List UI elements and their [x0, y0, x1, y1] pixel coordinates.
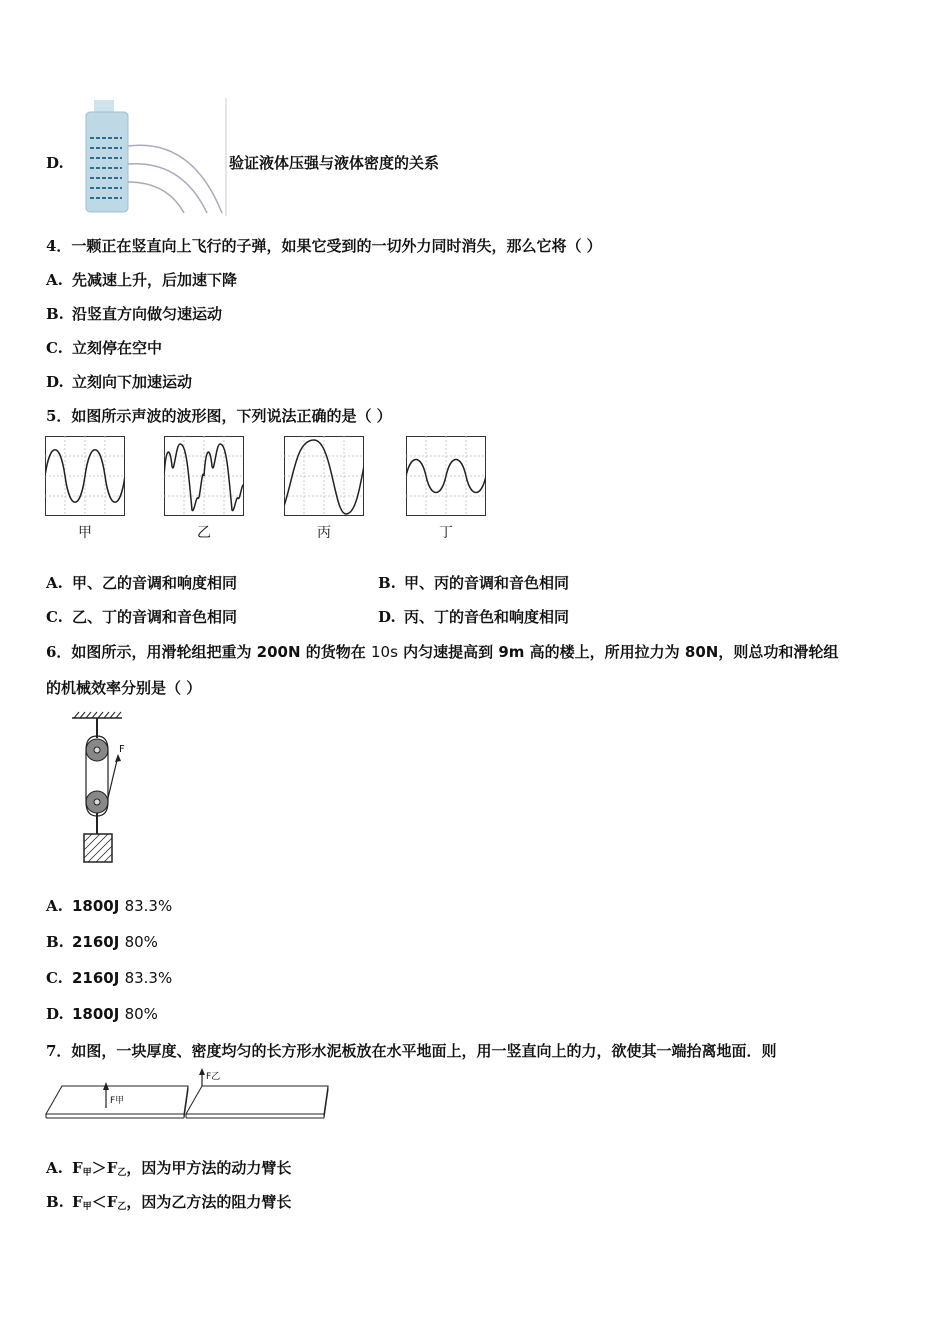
slab-label-yi: F乙 — [206, 1072, 221, 1082]
q7-option-a: A. $F_甲>F_乙$，因为甲方法的动力臂长 — [46, 1159, 292, 1178]
q3-option-d-letter: D. — [46, 154, 64, 172]
q5-option-b: B. 甲、丙的音调和音色相同 — [378, 574, 570, 592]
q5-option-d: D. 丙、丁的音色和响度相同 — [378, 608, 570, 626]
q5-option-a: A. 甲、乙的音调和响度相同 — [46, 574, 238, 592]
q4-option-a: A. 先减速上升，后加速下降 — [46, 271, 238, 289]
q4-option-b: B. 沿竖直方向做匀速运动 — [46, 305, 223, 323]
slab-figure — [44, 1068, 334, 1120]
waveform-bing — [284, 436, 364, 516]
pulley-figure — [70, 710, 140, 870]
waveform-ding — [406, 436, 486, 516]
q6-option-a: A. 1800J 83.3% — [46, 897, 173, 915]
q4-option-d: D. 立刻向下加速运动 — [46, 373, 193, 391]
wave-label-ding: 丁 — [439, 525, 453, 541]
slab-label-jia: F甲 — [110, 1096, 125, 1106]
wave-label-bing: 丙 — [317, 525, 331, 541]
wave-label-jia: 甲 — [78, 525, 92, 541]
q4-option-c: C. 立刻停在空中 — [46, 339, 163, 357]
q5-stem: 5．如图所示声波的波形图，下列说法正确的是（ ） — [46, 407, 392, 425]
q4-stem: 4．一颗正在竖直向上飞行的子弹，如果它受到的一切外力同时消失，那么它将（ ） — [46, 237, 602, 255]
q7-option-b: B. $F_甲<F_乙$，因为乙方法的阻力臂长 — [46, 1193, 292, 1212]
q6-stem-line1: 6．如图所示，用滑轮组把重为 200N 的货物在 10s 内匀速提高到 9m 高的楼上，所用拉力为 80N，则总功和滑轮组 — [46, 643, 839, 661]
q6-option-b: B. 2160J 80% — [46, 933, 158, 951]
q6-option-c: C. 2160J 83.3% — [46, 969, 173, 987]
bottle-figure — [72, 98, 230, 216]
q7-stem: 7．如图，一块厚度、密度均匀的长方形水泥板放在水平地面上，用一竖直向上的力，欲使其一端抬离地面．则 — [46, 1042, 777, 1060]
q6-option-d: D. 1800J 80% — [46, 1005, 158, 1023]
pulley-force-label: F — [119, 744, 125, 755]
q3-option-d-text: 验证液体压强与液体密度的关系 — [229, 154, 440, 172]
q6-stem-line2: 的机械效率分别是（ ） — [46, 679, 202, 697]
waveform-jia — [45, 436, 125, 516]
waveform-yi — [164, 436, 244, 516]
q5-option-c: C. 乙、丁的音调和音色相同 — [46, 608, 238, 626]
wave-label-yi: 乙 — [197, 525, 211, 541]
